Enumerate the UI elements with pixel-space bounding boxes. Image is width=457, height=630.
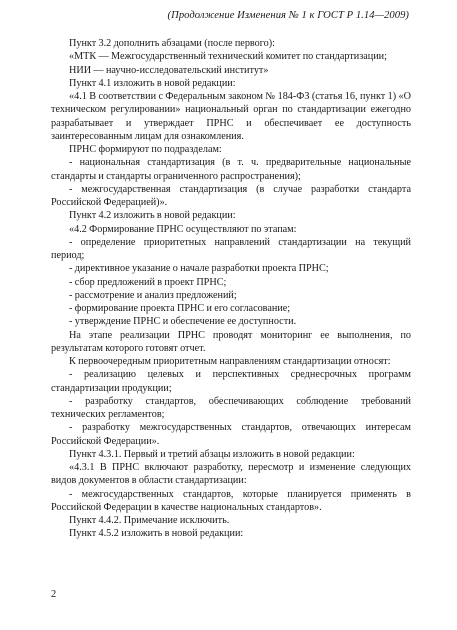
paragraph: - межгосударственная стандартизация (в случае разработки стандарта Российской Федерацией)».: [51, 183, 411, 208]
paragraph: НИИ — научно-исследовательский институт»: [69, 64, 269, 76]
paragraph: - национальная стандартизация (в т. ч. предварительные национальные стандарты и стандарты ограниченного распространения);: [51, 157, 411, 182]
paragraph: Пункт 4.4.2. Примечание исключить.: [69, 515, 230, 526]
paragraph: - реализацию целевых и перспективных среднесрочных программ стандартизации продукции;: [51, 369, 411, 394]
paragraph: - сбор предложений в проект ПРНС;: [69, 276, 227, 288]
paragraph: «4.1 В соответствии с Федеральным законом № 184-ФЗ (статья 16, пункт 1) «О техническом регулировании» национальный орган по стандартизации ежегодно разрабатывает и утверждает ПРНС и обеспечивает ее доступность заинтересованным лицам для ознакомления.: [51, 91, 411, 142]
paragraph: «4.2 Формирование ПРНС осуществляют по этапам:: [69, 223, 297, 235]
document-body: [51, 37, 411, 541]
paragraph: - разработку межгосударственных стандартов, отвечающих интересам Российской Федерации».: [51, 422, 411, 447]
paragraph: «МТК — Межгосударственный технический комитет по стандартизации;: [69, 51, 387, 63]
paragraph: - разработку стандартов, обеспечивающих соблюдение требований технических регламентов;: [51, 395, 411, 420]
paragraph: - межгосударственных стандартов, которые планируется применять в Российской Федерации в качестве национальных стандартов».: [51, 488, 411, 513]
paragraph: Пункт 4.2 изложить в новой редакции:: [69, 210, 236, 222]
paragraph: - директивное указание о начале разработки проекта ПРНС;: [69, 263, 329, 275]
paragraph: Пункт 4.5.2 изложить в новой редакции:: [69, 528, 244, 540]
running-header: (Продолжение Изменения № 1 к ГОСТ Р 1.14—2009): [167, 10, 409, 21]
paragraph: ПРНС формируют по подразделам:: [69, 144, 222, 155]
paragraph: - определение приоритетных направлений стандартизации на текущий период;: [51, 236, 411, 261]
page-number: 2: [51, 589, 57, 600]
paragraph: - формирование проекта ПРНС и его согласование;: [69, 303, 291, 314]
paragraph: - утверждение ПРНС и обеспечение ее доступности.: [69, 316, 297, 328]
paragraph: «4.3.1 В ПРНС включают разработку, пересмотр и изменение следующих видов документов в области стандартизации:: [51, 462, 411, 487]
paragraph: К первоочередным приоритетным направлениям стандартизации относят:: [69, 356, 391, 367]
paragraph: На этапе реализации ПРНС проводят мониторинг ее выполнения, по результатам которого готовят отчет.: [51, 329, 411, 354]
paragraph: Пункт 4.1 изложить в новой редакции:: [69, 77, 236, 89]
paragraph: - рассмотрение и анализ предложений;: [69, 289, 237, 301]
paragraph: Пункт 4.3.1. Первый и третий абзацы изложить в новой редакции:: [69, 448, 355, 460]
paragraph: Пункт 3.2 дополнить абзацами (после первого):: [69, 38, 275, 49]
